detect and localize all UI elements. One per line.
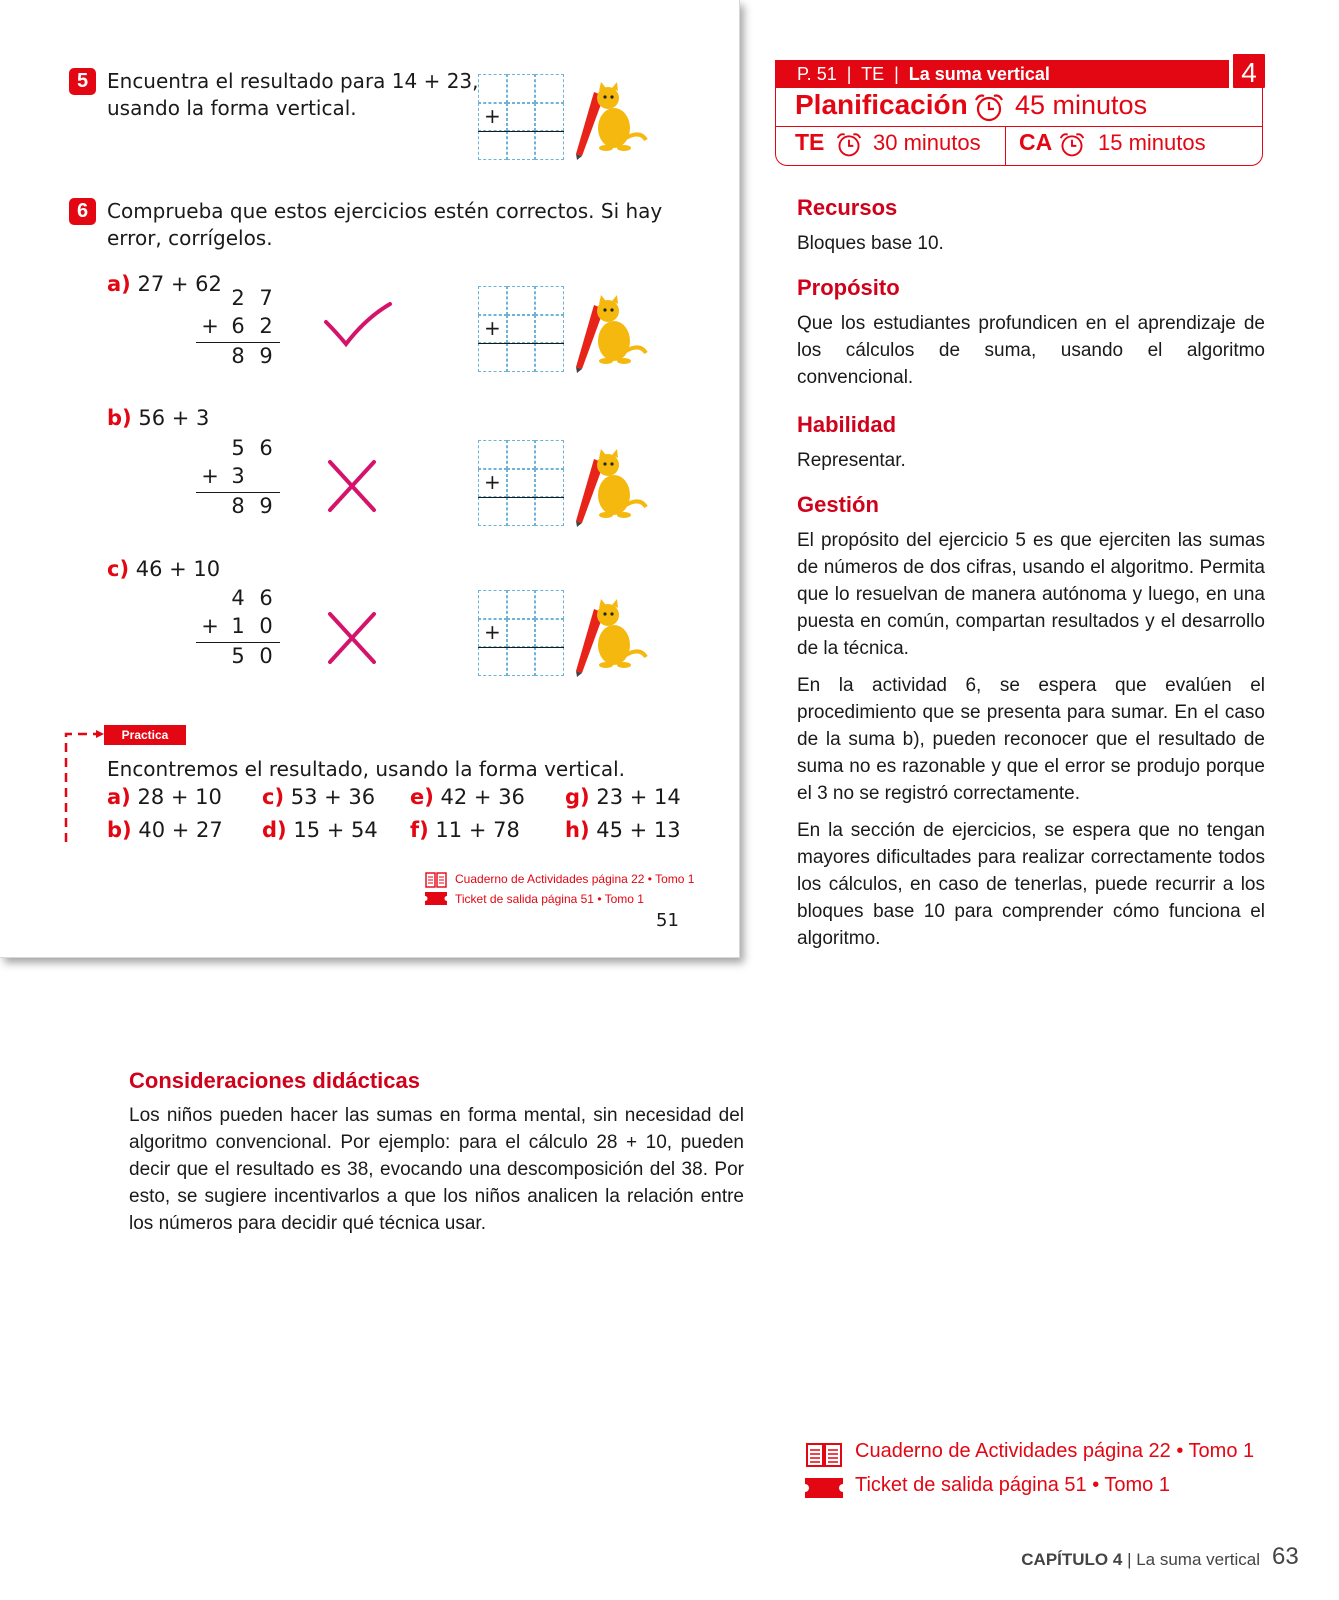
ticket-icon bbox=[425, 892, 447, 905]
planning-header-bar: P. 51 | TE | La suma vertical bbox=[775, 60, 1229, 88]
digit: 2 bbox=[259, 314, 273, 338]
item-expression: 56 + 3 bbox=[138, 406, 210, 430]
habilidad-text: Representar. bbox=[797, 450, 906, 471]
digit: 8 bbox=[231, 344, 245, 368]
answer-grid-ex5 bbox=[478, 74, 564, 160]
alarm-clock-icon bbox=[1058, 132, 1086, 158]
ticket-icon bbox=[805, 1478, 843, 1498]
habilidad-heading: Habilidad bbox=[797, 412, 897, 437]
planning-topic: La suma vertical bbox=[908, 64, 1050, 84]
item-letter: h) bbox=[565, 818, 590, 842]
item-expression: 45 + 13 bbox=[596, 818, 681, 842]
digit: 6 bbox=[231, 314, 245, 338]
item-letter: e) bbox=[410, 785, 434, 809]
planning-ca-time: 15 minutos bbox=[1098, 130, 1206, 155]
considerations-heading: Consideraciones didácticas bbox=[129, 1068, 420, 1093]
gestion-heading: Gestión bbox=[797, 492, 879, 517]
student-page-number: 51 bbox=[656, 910, 679, 931]
recursos-text: Bloques base 10. bbox=[797, 233, 944, 254]
item-letter: g) bbox=[565, 785, 590, 809]
planning-divider bbox=[775, 126, 1263, 127]
page-footer bbox=[1021, 1550, 1260, 1570]
digit: 4 bbox=[231, 586, 245, 610]
footer-chapter: CAPÍTULO 4 bbox=[1021, 1550, 1123, 1569]
cuaderno-ref: Cuaderno de Actividades página 22 • Tomo 1 bbox=[855, 1440, 1255, 1462]
practice-item-f bbox=[410, 818, 520, 842]
practica-instruction: Encontremos el resultado, usando la forma vertical. bbox=[107, 757, 626, 781]
item-letter: f) bbox=[410, 818, 429, 842]
footer-separator: | bbox=[1127, 1550, 1132, 1569]
digit: 0 bbox=[259, 614, 273, 638]
exercise-5-text-line1: Encuentra el resultado para 14 + 23, bbox=[107, 69, 479, 93]
gestion-paragraph-3: En la sección de ejercicios, se espera que no tengan mayores dificultades para realizar correctamente todos los cálculos, en caso de tenerlas, puede recurrir a los bloques base 10 para comprender cómo funciona el algoritmo. bbox=[797, 820, 1265, 949]
plus-sign: + bbox=[201, 464, 219, 488]
item-letter: a) bbox=[107, 785, 131, 809]
digit: 5 bbox=[231, 644, 245, 668]
item-expression: 40 + 27 bbox=[138, 818, 223, 842]
practice-item-d bbox=[262, 818, 378, 842]
answer-grid-c bbox=[478, 590, 564, 676]
vertical-sum-b bbox=[196, 436, 280, 526]
cross-icon bbox=[326, 458, 378, 514]
item-expression: 11 + 78 bbox=[435, 818, 520, 842]
alarm-clock-icon bbox=[973, 93, 1005, 123]
digit: 8 bbox=[231, 494, 245, 518]
practice-item-g bbox=[565, 785, 681, 809]
proposito-text: Que los estudiantes profundicen en el aprendizaje de los cálculos de suma, usando el algoritmo convencional. bbox=[797, 313, 1265, 388]
planning-column-divider bbox=[1005, 127, 1006, 165]
exercise-6-number: 6 bbox=[69, 198, 96, 225]
plus-sign: + bbox=[201, 314, 219, 338]
planning-box bbox=[775, 57, 1265, 166]
plus-sign: + bbox=[201, 614, 219, 638]
digit: 3 bbox=[231, 464, 245, 488]
practice-item-b bbox=[107, 818, 223, 842]
practice-item-h bbox=[565, 818, 681, 842]
chapter-badge: 4 bbox=[1231, 52, 1267, 90]
digit: 9 bbox=[259, 344, 273, 368]
planning-te-tag: TE bbox=[861, 64, 885, 84]
planning-total-time: 45 minutos bbox=[1015, 90, 1148, 120]
item-letter: a) bbox=[107, 272, 131, 296]
item-letter: d) bbox=[262, 818, 287, 842]
digit: 1 bbox=[231, 614, 245, 638]
item-letter: c) bbox=[107, 557, 130, 581]
answer-grid-a bbox=[478, 286, 564, 372]
planning-title: Planificación bbox=[795, 89, 968, 120]
item-b-label bbox=[107, 406, 209, 430]
item-expression: 42 + 36 bbox=[440, 785, 525, 809]
practica-badge: Practica bbox=[104, 725, 186, 745]
alarm-clock-icon bbox=[835, 132, 863, 158]
digit: 5 bbox=[231, 436, 245, 460]
cuaderno-ref-small: Cuaderno de Actividades página 22 • Tomo 1 bbox=[455, 872, 695, 886]
student-page bbox=[0, 0, 740, 958]
plus-sign: + bbox=[484, 620, 501, 644]
plus-sign: + bbox=[484, 104, 501, 128]
planning-ca-label: CA bbox=[1019, 129, 1053, 155]
vertical-sum-a bbox=[196, 286, 280, 376]
guide-page-number: 63 bbox=[1272, 1543, 1299, 1570]
considerations-text: Los niños pueden hacer las sumas en forma mental, sin necesidad del algoritmo convencional. Por ejemplo: para el cálculo 28 + 10, pueden decir que el resultado es 38, evocando una descomposición del 38. Por esto, se sugiere incentivarlos a que los niños analicen la relación entre los números para decidir qué técnica usar. bbox=[129, 1105, 744, 1234]
book-icon bbox=[425, 872, 447, 888]
exercise-6-text-line1: Comprueba que estos ejercicios estén correctos. Si hay bbox=[107, 199, 663, 223]
item-expression: 28 + 10 bbox=[137, 785, 222, 809]
cat-pencil-icon bbox=[568, 293, 650, 375]
plus-sign: + bbox=[484, 316, 501, 340]
cat-pencil-icon bbox=[568, 80, 650, 162]
vertical-sum-c bbox=[196, 586, 280, 676]
planning-te-time: 30 minutos bbox=[873, 130, 981, 155]
plus-sign: + bbox=[484, 470, 501, 494]
proposito-heading: Propósito bbox=[797, 275, 900, 300]
recursos-heading: Recursos bbox=[797, 195, 898, 220]
cross-icon bbox=[326, 610, 378, 666]
item-letter: b) bbox=[107, 406, 132, 430]
item-expression: 53 + 36 bbox=[290, 785, 376, 809]
planning-page-ref: P. 51 bbox=[797, 64, 837, 84]
planning-te-label: TE bbox=[795, 129, 825, 155]
footer-topic: La suma vertical bbox=[1136, 1550, 1260, 1569]
ticket-ref: Ticket de salida página 51 • Tomo 1 bbox=[855, 1474, 1170, 1496]
gestion-paragraph-1: El propósito del ejercicio 5 es que ejerciten las sumas de números de dos cifras, usando el algoritmo. Permita que lo resuelvan de manera autónoma y luego, en una puesta en común, compartan resultados y el desarrollo de la técnica. bbox=[797, 530, 1265, 659]
practice-item-c bbox=[262, 785, 375, 809]
item-expression: 46 + 10 bbox=[135, 557, 221, 581]
practice-item-a bbox=[107, 785, 222, 809]
digit: 9 bbox=[259, 494, 273, 518]
item-c-label bbox=[107, 557, 220, 581]
digit: 6 bbox=[259, 436, 273, 460]
item-expression: 23 + 14 bbox=[596, 785, 681, 809]
digit: 2 bbox=[231, 286, 245, 310]
exercise-6-text-line2: error, corrígelos. bbox=[107, 226, 273, 250]
book-icon bbox=[805, 1442, 843, 1468]
exercise-5-number: 5 bbox=[69, 68, 96, 95]
exercise-5-text-line2: usando la forma vertical. bbox=[107, 96, 357, 120]
item-letter: b) bbox=[107, 818, 132, 842]
cat-pencil-icon bbox=[568, 447, 650, 529]
ticket-ref-small: Ticket de salida página 51 • Tomo 1 bbox=[455, 892, 644, 906]
item-letter: c) bbox=[262, 785, 285, 809]
practice-item-e bbox=[410, 785, 525, 809]
digit: 7 bbox=[259, 286, 273, 310]
item-expression: 15 + 54 bbox=[293, 818, 378, 842]
digit: 0 bbox=[259, 644, 273, 668]
check-icon bbox=[322, 300, 394, 350]
gestion-paragraph-2: En la actividad 6, se espera que evalúen el procedimiento que se presenta para sumar. En el caso de la suma b), pueden reconocer que el resultado de suma no es razonable y que el error se produjo porque el 3 no se registró correctamente. bbox=[797, 675, 1265, 804]
item-expression: 27 + 62 bbox=[137, 272, 222, 296]
digit: 6 bbox=[259, 586, 273, 610]
answer-grid-b bbox=[478, 440, 564, 526]
practica-bracket bbox=[60, 726, 108, 844]
cat-pencil-icon bbox=[568, 597, 650, 679]
